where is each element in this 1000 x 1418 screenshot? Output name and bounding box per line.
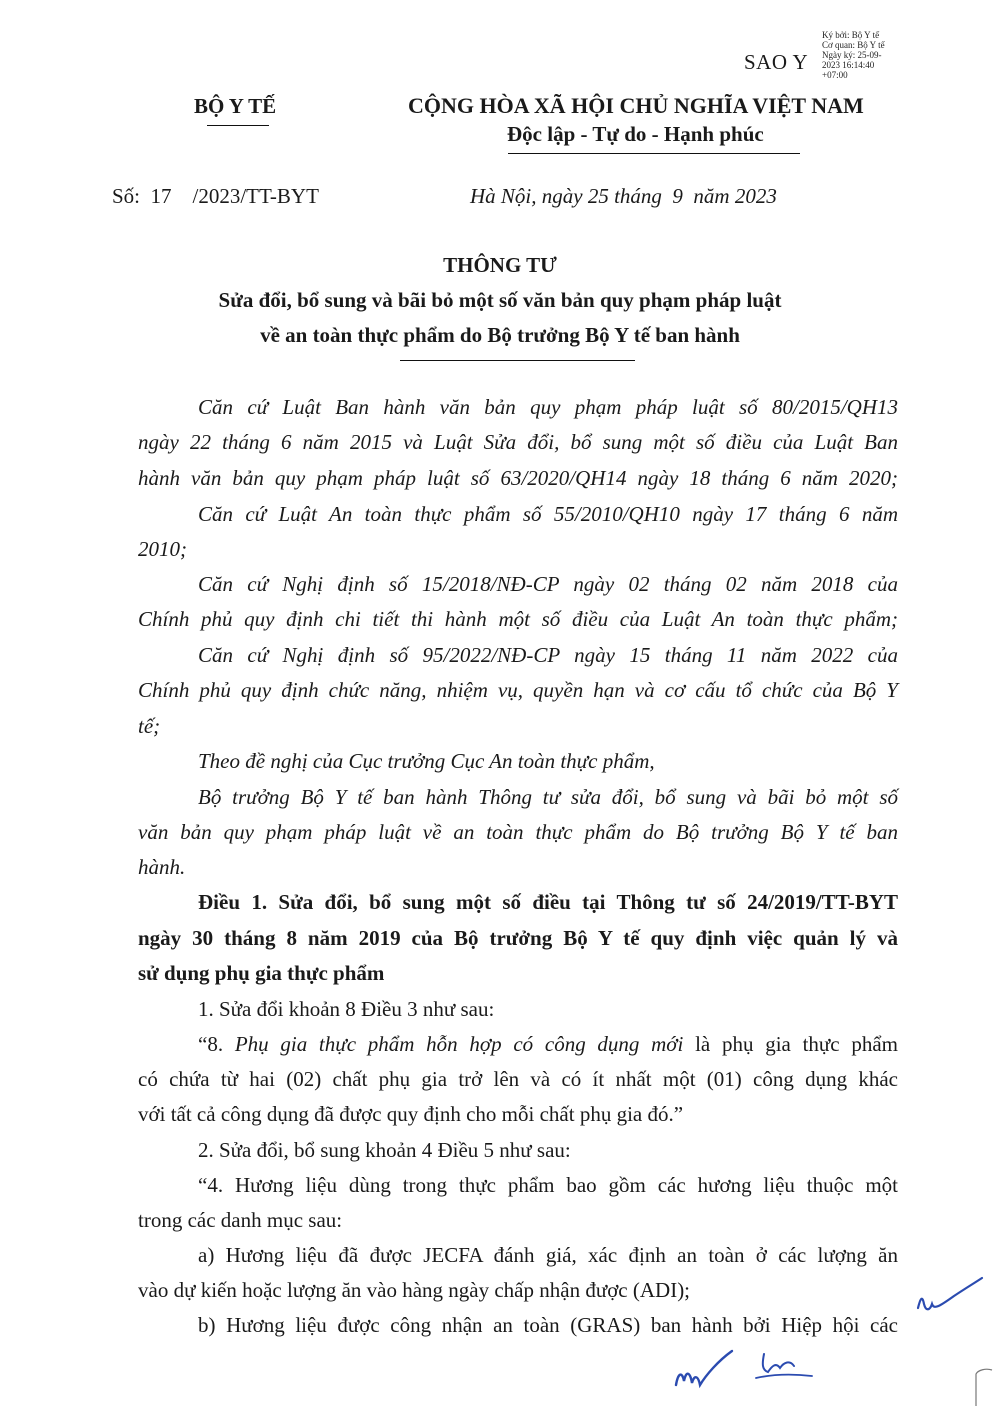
preamble-line: Chính phủ quy định chức năng, nhiệm vụ, quyền hạn và cơ cấu tổ chức của Bộ Y — [138, 678, 898, 702]
defined-term: Phụ gia thực phẩm hỗn hợp có công dụng mới — [234, 1032, 684, 1056]
handwritten-initial — [670, 1345, 750, 1395]
national-title: CỘNG HÒA XÃ HỘI CHỦ NGHĨA VIỆT NAM — [408, 93, 864, 118]
document-title: THÔNG TƯ — [443, 253, 557, 277]
quoted-definition — [198, 1032, 898, 1057]
preamble-line: Chính phủ quy định chi tiết thi hành một số điều của Luật An toàn thực phẩm; — [138, 607, 898, 631]
clause-item: 2. Sửa đổi, bổ sung khoản 4 Điều 5 như sau: — [198, 1138, 571, 1162]
body-line: “4. Hương liệu dùng trong thực phẩm bao gồm các hương liệu thuộc một — [198, 1173, 898, 1197]
handwritten-initial — [910, 1270, 990, 1330]
article-heading: Điều 1. Sửa đổi, bổ sung một số điều tại Thông tư số 24/2019/TT-BYT — [198, 890, 898, 914]
document-date: Hà Nội, ngày 25 tháng 9 năm 2023 — [470, 184, 777, 208]
preamble-line: hành. — [138, 855, 186, 879]
body-line: với tất cả công dụng đã được quy định cho mỗi chất phụ gia đó.” — [138, 1102, 684, 1126]
signature-line: Ký bởi: Bộ Y tế — [822, 30, 880, 40]
signature-line: 2023 16:14:40 — [822, 60, 875, 70]
definition-text: là phụ gia thực phẩm — [683, 1032, 898, 1056]
title-underline — [400, 360, 635, 361]
national-motto: Độc lập - Tự do - Hạnh phúc — [507, 122, 764, 146]
document-subtitle: về an toàn thực phẩm do Bộ trưởng Bộ Y tế ban hành — [260, 323, 740, 347]
preamble-line: ngày 22 tháng 6 năm 2015 và Luật Sửa đổi, bổ sung một số điều của Luật Ban — [138, 430, 898, 454]
signature-line: +07:00 — [822, 70, 848, 80]
agency-underline — [207, 125, 269, 126]
article-heading: sử dụng phụ gia thực phẩm — [138, 961, 385, 985]
preamble-line: Căn cứ Nghị định số 95/2022/NĐ-CP ngày 15 tháng 11 năm 2022 của — [198, 643, 898, 667]
body-line: a) Hương liệu đã được JECFA đánh giá, xác định an toàn ở các lượng ăn — [198, 1243, 898, 1267]
preamble-line: tế; — [138, 714, 161, 738]
body-line: có chứa từ hai (02) chất phụ gia trở lên và có ít nhất một (01) công dụng khác — [138, 1067, 898, 1091]
document-number: Số: 17 /2023/TT-BYT — [112, 184, 319, 208]
preamble-line: hành văn bản quy phạm pháp luật số 63/2020/QH14 ngày 18 tháng 6 năm 2020; — [138, 466, 898, 490]
preamble-line: 2010; — [138, 537, 187, 561]
copy-mark: SAO Y — [744, 50, 809, 74]
signature-line: Ngày ký: 25-09- — [822, 50, 882, 60]
article-heading: ngày 30 tháng 8 năm 2019 của Bộ trưởng Bộ Y tế quy định việc quản lý và — [138, 926, 898, 950]
motto-underline — [508, 153, 800, 154]
preamble-line: Theo đề nghị của Cục trưởng Cục An toàn thực phẩm, — [198, 749, 655, 773]
signature-line: Cơ quan: Bộ Y tế — [822, 40, 885, 50]
body-line: trong các danh mục sau: — [138, 1208, 343, 1232]
preamble-line: Căn cứ Luật Ban hành văn bản quy phạm pháp luật số 80/2015/QH13 — [198, 395, 898, 419]
preamble-line: Căn cứ Nghị định số 15/2018/NĐ-CP ngày 02 tháng 02 năm 2018 của — [198, 572, 898, 596]
issuing-agency: BỘ Y TẾ — [194, 94, 277, 118]
page-corner-mark — [960, 1360, 996, 1410]
body-line: vào dự kiến hoặc lượng ăn vào hàng ngày chấp nhận được (ADI); — [138, 1278, 691, 1302]
preamble-line: Căn cứ Luật An toàn thực phẩm số 55/2010/QH10 ngày 17 tháng 6 năm — [198, 502, 898, 526]
body-line: b) Hương liệu được công nhận an toàn (GRAS) ban hành bởi Hiệp hội các — [198, 1313, 898, 1337]
clause-item: 1. Sửa đổi khoản 8 Điều 3 như sau: — [198, 997, 495, 1021]
digital-signature-stamp — [822, 30, 932, 80]
preamble-line: Bộ trưởng Bộ Y tế ban hành Thông tư sửa đổi, bổ sung và bãi bỏ một số — [198, 785, 898, 809]
document-subtitle: Sửa đổi, bổ sung và bãi bỏ một số văn bản quy phạm pháp luật — [218, 288, 782, 312]
preamble-line: văn bản quy phạm pháp luật về an toàn thực phẩm do Bộ trưởng Bộ Y tế ban — [138, 820, 898, 844]
handwritten-initial — [750, 1340, 820, 1385]
quote-open: “8. — [198, 1032, 235, 1056]
